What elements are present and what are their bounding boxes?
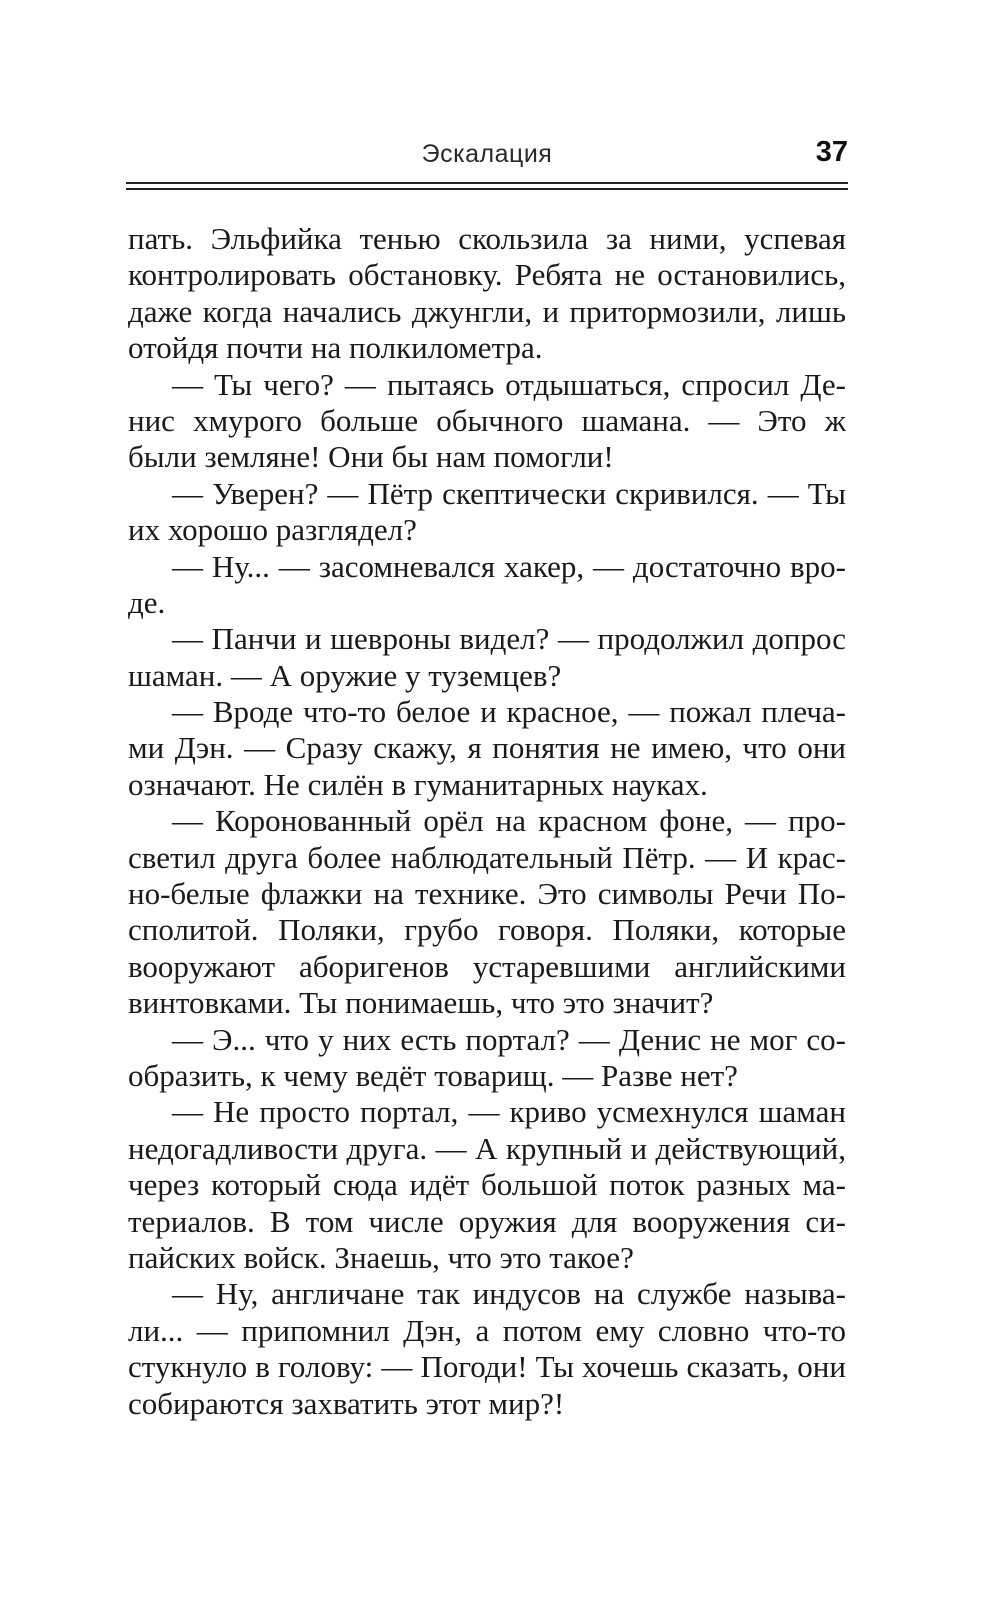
header-rule-top <box>126 182 848 184</box>
text-line: — Не просто портал, — криво усмехнулся шаман <box>172 1094 846 1130</box>
text-line: означают. Не силён в гуманитарных науках. <box>128 766 708 802</box>
text-line: — Ну... — засомневался хакер, — достаточно вро- <box>172 548 846 584</box>
text-line: их хорошо разглядел? <box>128 512 417 548</box>
text-line: но-белые флажки на технике. Это символы Речи По- <box>128 876 846 912</box>
text-line: пать. Эльфийка тенью скользила за ними, успевая <box>128 221 846 256</box>
text-line: — Ты чего? — пытаясь отдышаться, спросил Де- <box>172 366 846 402</box>
text-line: стукнуло в голову: — Погоди! Ты хочешь сказать, они <box>128 1349 846 1385</box>
text-line: вооружают аборигенов устаревшими английскими <box>128 948 846 984</box>
text-line: даже когда начались джунгли, и притормозили, лишь <box>128 293 846 329</box>
header-rule-bottom <box>126 188 848 190</box>
text-line: светил друга более наблюдательный Пётр. — И крас- <box>128 839 846 875</box>
text-line: пайских войск. Знаешь, что это такое? <box>128 1239 634 1275</box>
text-line: сполитой. Поляки, грубо говоря. Поляки, которые <box>128 912 846 948</box>
running-head <box>126 134 848 174</box>
page-number: 37 <box>815 136 848 168</box>
chapter-title: Эскалация <box>421 140 553 168</box>
text-line: териалов. В том числе оружия для вооружения си- <box>128 1203 846 1239</box>
text-line: винтовками. Ты понимаешь, что это значит? <box>128 985 714 1021</box>
body-text <box>128 221 846 1422</box>
text-line: собираются захватить этот мир?! <box>128 1385 565 1421</box>
text-line: отойдя почти на полкилометра. <box>128 330 543 366</box>
text-line: — Э... что у них есть портал? — Денис не мог со- <box>172 1021 846 1057</box>
text-line: — Панчи и шевроны видел? — продолжил допрос <box>172 621 846 657</box>
text-line: — Ну, англичане так индусов на службе называ- <box>172 1276 846 1312</box>
text-line: через который сюда идёт большой поток разных ма- <box>128 1167 846 1203</box>
text-line: ли... — припомнил Дэн, а потом ему словно что-то <box>128 1312 846 1348</box>
text-line: образить, к чему ведёт товарищ. — Разве нет? <box>128 1057 738 1093</box>
text-line: были земляне! Они бы нам помогли! <box>128 439 614 475</box>
text-line: ми Дэн. — Сразу скажу, я понятия не имею, что они <box>128 730 846 766</box>
text-line: — Уверен? — Пётр скептически скривился. — Ты <box>172 475 846 511</box>
text-line: — Вроде что-то белое и красное, — пожал плеча- <box>172 694 846 730</box>
text-line: шаман. — А оружие у туземцев? <box>128 657 562 693</box>
text-line: де. <box>128 584 166 620</box>
text-line: — Коронованный орёл на красном фоне, — про- <box>172 803 846 839</box>
text-line: контролировать обстановку. Ребята не остановились, <box>128 257 846 293</box>
text-line: недогадливости друга. — А крупный и действующий, <box>128 1130 846 1166</box>
text-line: нис хмурого больше обычного шамана. — Это ж <box>128 402 846 438</box>
